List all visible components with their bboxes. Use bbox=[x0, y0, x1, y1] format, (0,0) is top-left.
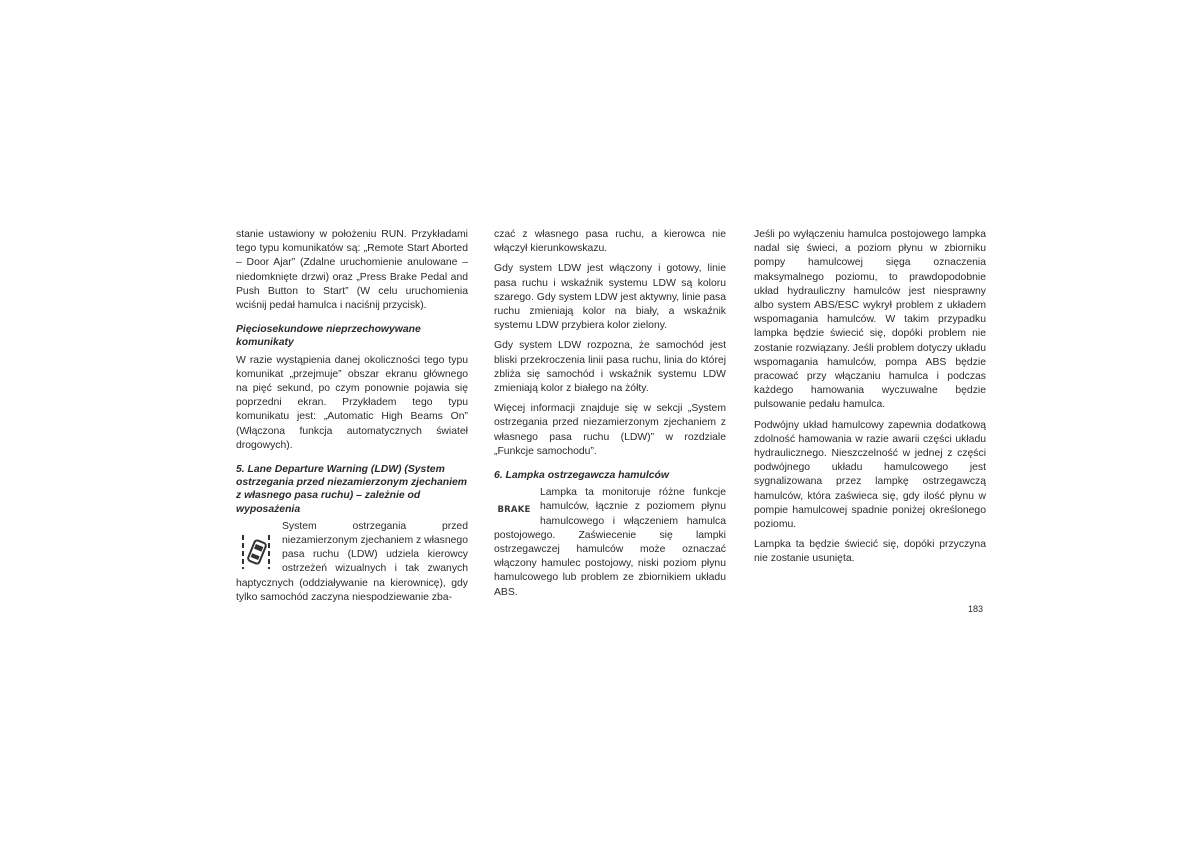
paragraph: System ostrzegania przed niezamierzonym zjechaniem z własnego pasa ruchu (LDW) udziela kierowcy ostrzeżeń wizualnych i tak zwanych haptycznych (oddziaływanie na kierownicę), gdy tylko samochód zaczyna niespodziewanie zba- bbox=[236, 520, 468, 603]
section-heading-brake: 6. Lampka ostrzegawcza hamulców bbox=[494, 470, 669, 482]
paragraph: Więcej informacji znajduje się w sekcji „System ostrzegania przed niezamierzonym zjechaniem z własnego pasa ruchu (LDW)” w rozdziale „Funkcje samochodu”. bbox=[494, 403, 726, 457]
paragraph: Lampka ta monitoruje różne funkcje hamulców, łącznie z poziomem płynu hamulcowego i włączeniem hamulca postojowego. Zaświecenie się lampki ostrzegawczej hamulców może oznaczać włączony hamulec postojowy, niski poziom płynu hamulcowego lub problem ze zbiornikiem układu ABS. bbox=[494, 487, 726, 598]
column-left bbox=[236, 228, 468, 611]
column-right bbox=[754, 228, 986, 573]
paragraph: Lampka ta będzie świecić się, dopóki przyczyna nie zostanie usunięta. bbox=[754, 539, 986, 565]
paragraph: czać z własnego pasa ruchu, a kierowca nie włączył kierunkowskazu. bbox=[494, 229, 726, 255]
section-heading: Pięciosekundowe nieprzechowywane komunikaty bbox=[236, 324, 421, 349]
lane-departure-warning-icon bbox=[236, 532, 276, 572]
page-number: 183 bbox=[968, 604, 984, 614]
brake-warning-icon bbox=[494, 494, 534, 526]
paragraph: stanie ustawiony w położeniu RUN. Przykładami tego typu komunikatów są: „Remote Start Aborted – Door Ajar” (Zdalne uruchomienie anulowane – niedomknięte drzwi) oraz „Press Brake Pedal and Push Button to Start” (W celu uruchomienia wciśnij pedał hamulca i naciśnij przycisk). bbox=[236, 229, 468, 312]
paragraph: Podwójny układ hamulcowy zapewnia dodatkową zdolność hamowania w razie awarii części układu hydraulicznego. Nieszczelność w jednej z części podwójnego układu hamulcowego jest sygnalizowana przez lampkę ostrzegawczą hamulców, która zaświeca się, gdy ilość płynu w pompie hamulcowej spadnie poniżej określonego poziomu. bbox=[754, 419, 986, 531]
paragraph: W razie wystąpienia danej okoliczności tego typu komunikat „przejmuje” obszar ekranu głównego na pięć sekund, po czym ponownie pojawia się poprzedni ekran. Przykładem tego typu komunikatu jest: „Automatic High Beams On” (Włączona funkcja automatycznych świateł drogowych). bbox=[236, 354, 468, 451]
paragraph: Gdy system LDW jest włączony i gotowy, linie pasa ruchu i wskaźnik systemu LDW są koloru szarego. Gdy system LDW jest aktywny, linie pasa ruchu zmieniają kolor na biały, a wskaźnik systemu LDW przybiera kolor zielony. bbox=[494, 263, 726, 332]
paragraph: Jeśli po wyłączeniu hamulca postojowego lampka nadal się świeci, a poziom płynu w zbiorniku pompy hamulcowej sięga oznaczenia maksymalnego poziomu, to prawdopodobnie układ hydrauliczny hamulców jest niesprawny albo system ABS/ESC wykrył problem z układem wspomagania hamulców. W takim przypadku lampka będzie świecić się, dopóki problem nie zostanie rozwiązany. Jeśli problem dotyczy układu wspomagania hamulców, pompa ABS będzie pracować przy włączaniu hamulca i podczas każdego hamowania wyczuwalne będzie pulsowanie pedału hamulca. bbox=[754, 229, 986, 411]
brake-icon-label: BRAKE bbox=[497, 505, 531, 516]
section-heading-ldw: 5. Lane Departure Warning (LDW) (System ostrzegania przed niezamierzonym zjechaniem z własnego pasa ruchu) – zależnie od wyposażenia bbox=[236, 464, 467, 515]
column-middle bbox=[494, 228, 726, 606]
paragraph: Gdy system LDW rozpozna, że samochód jest bliski przekroczenia linii pasa ruchu, linia do której zbliża się samochód i wskaźnik systemu LDW zmieniają kolor z białego na żółty. bbox=[494, 340, 726, 395]
